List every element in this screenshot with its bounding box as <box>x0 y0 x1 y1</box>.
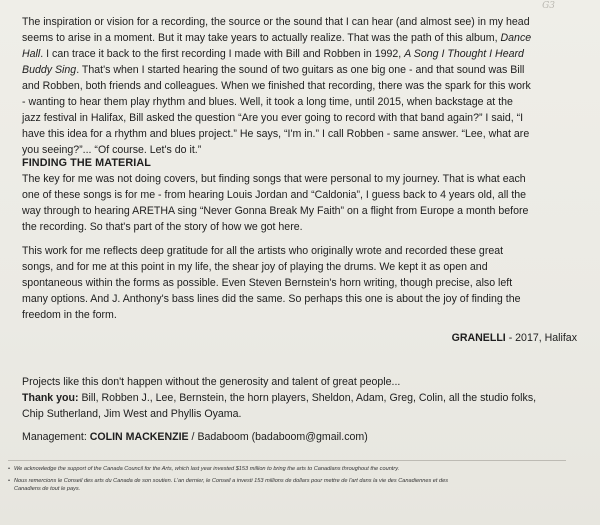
thank-you-line: Chip Sutherland, Jim West and Phyllis Oyama. <box>22 408 242 420</box>
material-line: the recording. So that's part of the story of how we got here. <box>22 221 303 233</box>
fine-print-english <box>8 465 578 473</box>
material-line: one of these songs is for me - from hearing Louis Jordan and “Caldonia”, I guess back to 4 years old, all the <box>22 189 527 201</box>
section-heading: FINDING THE MATERIAL <box>22 157 151 169</box>
signature <box>452 332 577 344</box>
intro-line <box>22 30 582 46</box>
intro-line: - wanting to hear them play rhythm and blues. Well, it took a long time, until 2015, when backstage at the <box>22 96 513 108</box>
fine-print-french <box>8 477 578 493</box>
intro-text: seems to arise in a moment. But it may take years to actually realize. That was the path of this album, <box>22 32 501 44</box>
fine-print-text: Nous remercions le Conseil des arts du Canada de son soutien. L'an dernier, le Conseil a investi 153 millions de dollars pour mettre de l'art dans la vie des Canadiennes et des <box>14 478 449 484</box>
album-title-part: Dance <box>500 32 532 44</box>
signature-date-place: - 2017, Halifax <box>505 332 577 344</box>
intro-text: . That's when I started hearing the sound of two guitars as one big one - and that sound was Bill <box>76 64 525 76</box>
intro-line: have this idea for a rhythm and blues project.” He says, “I'm in.” I call Robben - same answer. “Lee, what are <box>22 128 530 140</box>
earlier-album-title-part: Buddy Sing <box>22 64 77 76</box>
album-title-part: Hall <box>22 48 41 60</box>
bullet: • <box>8 466 10 472</box>
fine-print-text: We acknowledge the support of the Canada Council for the Arts, which last year invested $153 million to bring the arts to Canadians throughout the country. <box>14 466 400 472</box>
intro-line: you seeing?”... “Of course. Let's do it.” <box>22 144 202 156</box>
corner-pencil-mark: G3 <box>542 1 555 11</box>
signature-name: GRANELLI <box>451 332 506 344</box>
management-label: Management: <box>22 431 90 443</box>
management-credit <box>22 431 368 443</box>
thank-you-line <box>22 390 582 406</box>
credits-intro: Projects like this don't happen without the generosity and talent of great people... <box>22 376 401 388</box>
material-paragraph <box>22 171 582 235</box>
intro-line: and Robben, both friends and colleagues. When we finished that recording, there was the spark for this work <box>22 80 531 92</box>
gratitude-paragraph <box>22 243 582 323</box>
thank-you-names: Bill, Robben J., Lee, Bernstein, the horn players, Sheldon, Adam, Greg, Colin, all the studio folks, <box>78 392 537 404</box>
intro-paragraph <box>22 14 582 158</box>
gratitude-line: freedom in the form. <box>22 309 117 321</box>
gratitude-line: This work for me reflects deep gratitude for all the artists who originally wrote and recorded these great <box>22 245 504 257</box>
management-contact: / Badaboom (badaboom@gmail.com) <box>188 431 368 443</box>
gratitude-line: songs, and for me at this point in my life, the shear joy of playing the drums. We kept it as open and <box>22 261 488 273</box>
gratitude-line: many options. And J. Anthony's bass lines did the same. So perhaps this one is about the joy of finding the <box>22 293 521 305</box>
intro-line <box>22 62 582 78</box>
gratitude-line: spontaneous within the forms as possible. Even Steven Bernstein's horn writing, though precise, also left <box>22 277 513 289</box>
fine-print-line <box>8 477 578 485</box>
intro-line: The inspiration or vision for a recording, the source or the sound that I can hear (and almost see) in my head <box>22 16 530 28</box>
manager-name: COLIN MACKENZIE <box>89 431 189 443</box>
material-line: way through to hearing ARETHA sing “Never Gonna Break My Faith” on a flight from Europe a month before <box>22 205 529 217</box>
intro-line: jazz festival in Halifax, Bill asked the question “Are you ever going to record with that band again?” I said, “I <box>22 112 524 124</box>
intro-line <box>22 46 582 62</box>
earlier-album-title-part: A Song I Thought I Heard <box>404 48 524 60</box>
fine-print-line: Canadiens de tout le pays. <box>14 486 81 492</box>
credits-block <box>22 374 582 422</box>
intro-text: . I can trace it back to the first recording I made with Bill and Robben in 1992, <box>40 48 405 60</box>
bullet: • <box>8 478 10 484</box>
material-line: The key for me was not doing covers, but finding songs that were personal to my journey. That is what each <box>22 173 526 185</box>
fine-print-line <box>8 465 578 473</box>
divider <box>8 460 566 461</box>
thank-you-label: Thank you: <box>22 392 79 404</box>
